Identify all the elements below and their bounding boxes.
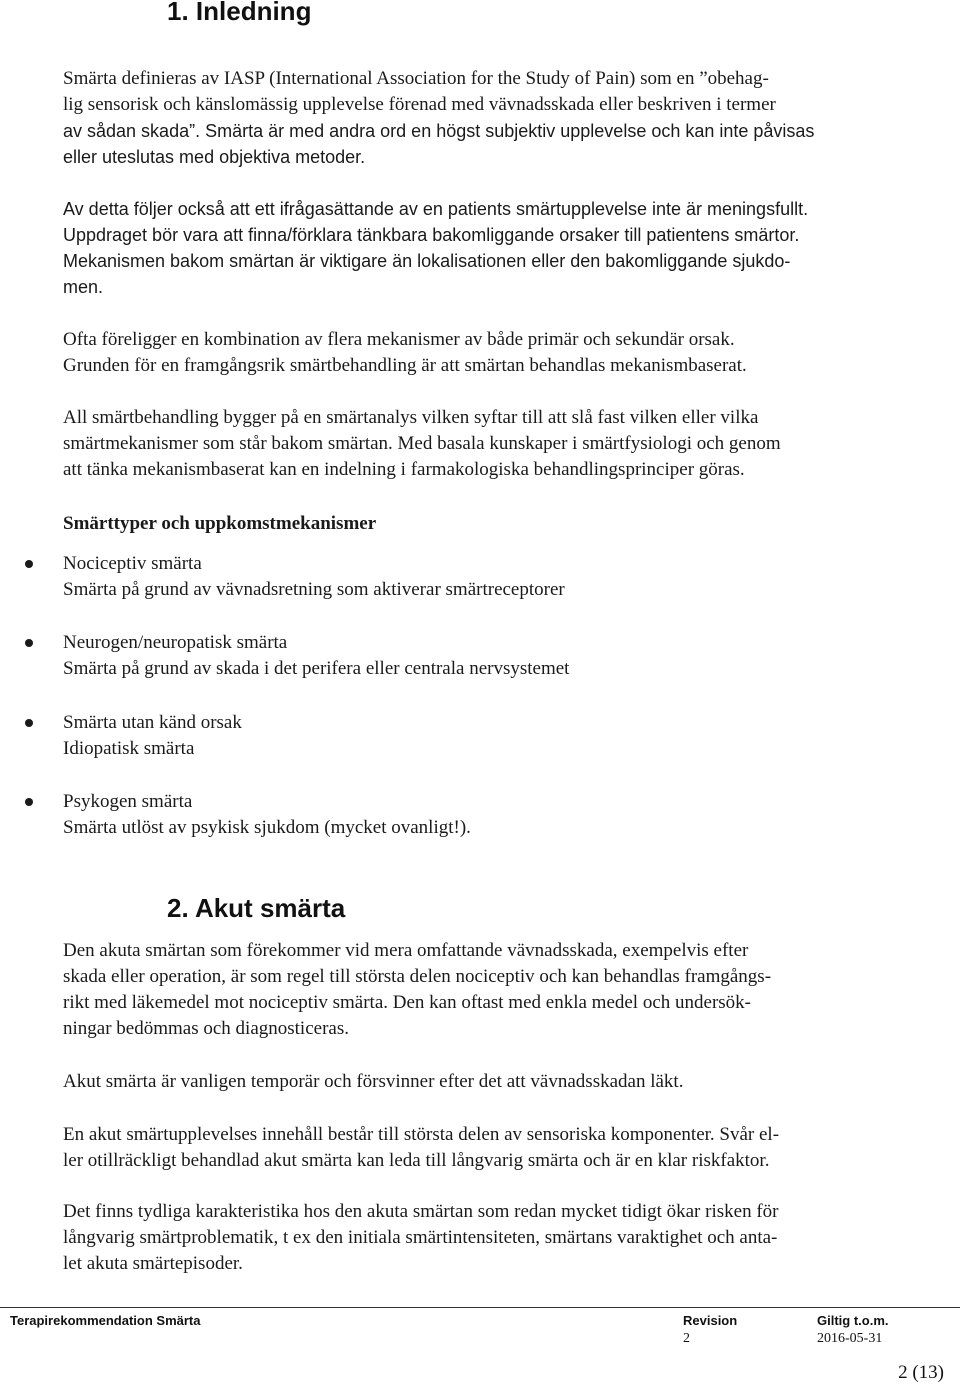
- text-line: Smärta definieras av IASP (International Association for the Study of Pain) som en ”obehag-: [63, 68, 769, 89]
- paragraph-assessment: [63, 196, 923, 300]
- section-1-heading: 1. Inledning: [167, 0, 312, 26]
- bullet-description: Idiopatisk smärta: [63, 738, 195, 759]
- text-line: att tänka mekanismbaserat kan en indelning i farmakologiska behandlingsprinciper göras.: [63, 459, 745, 480]
- footer-revision-label: Revision: [683, 1313, 738, 1328]
- text-line: Den akuta smärtan som förekommer vid mera omfattande vävnadsskada, exempelvis efter: [63, 940, 749, 961]
- footer-document-title: Terapirekommendation Smärta: [10, 1313, 201, 1328]
- text-line: smärtmekanismer som står bakom smärtan. Med basala kunskaper i smärtfysiologi och genom: [63, 433, 781, 454]
- paragraph-analysis: [63, 405, 923, 483]
- text-line: eller uteslutas med objektiva metoder.: [63, 147, 366, 167]
- text-line: Mekanismen bakom smärtan är viktigare än lokalisationen eller den bakomliggande sjukdo-: [63, 251, 791, 271]
- bullet-icon: [25, 719, 33, 727]
- page-number: 2 (13): [898, 1362, 944, 1383]
- text-line: let akuta smärtepisoder.: [63, 1253, 243, 1274]
- bullet-icon: [25, 560, 33, 568]
- footer-valid-value: 2016-05-31: [817, 1331, 883, 1346]
- bullet-title: Nociceptiv smärta: [63, 553, 202, 574]
- text-line: rikt med läkemedel mot nociceptiv smärta. Den kan oftast med enkla medel och undersök-: [63, 992, 751, 1013]
- paragraph-acute-temporary: [63, 1069, 923, 1095]
- text-line: All smärtbehandling bygger på en smärtanalys vilken syftar till att slå fast vilken eller vilka: [63, 407, 759, 428]
- text-line: av sådan skada”. Smärta är med andra ord en högst subjektiv upplevelse och kan inte påvisas: [63, 121, 815, 141]
- text-line: ler otillräckligt behandlad akut smärta kan leda till långvarig smärta och är en klar riskfaktor.: [63, 1150, 770, 1171]
- text-line: Ofta föreligger en kombination av flera mekanismer av både primär och sekundär orsak.: [63, 329, 735, 350]
- text-line: Av detta följer också att ett ifrågasättande av en patients smärtupplevelse inte är meningsfullt.: [63, 199, 809, 219]
- section-2-heading: 2. Akut smärta: [167, 893, 346, 923]
- text-line: Uppdraget bör vara att finna/förklara tänkbara bakomliggande orsaker till patientens smärtor.: [63, 225, 800, 245]
- text-line: Grunden för en framgångsrik smärtbehandling är att smärtan behandlas mekanismbaserat.: [63, 355, 747, 376]
- footer-divider: [0, 1307, 960, 1308]
- bullet-description: Smärta på grund av vävnadsretning som aktiverar smärtreceptorer: [63, 579, 565, 600]
- paragraph-acute-overview: [63, 938, 923, 1042]
- bullet-icon: [25, 798, 33, 806]
- bullet-title: Smärta utan känd orsak: [63, 712, 242, 733]
- bullet-title: Neurogen/neuropatisk smärta: [63, 632, 288, 653]
- paragraph-acute-characteristics: [63, 1199, 923, 1277]
- bullet-description: Smärta på grund av skada i det perifera eller centrala nervsystemet: [63, 658, 570, 679]
- text-line: ningar bedömmas och diagnosticeras.: [63, 1018, 349, 1039]
- footer-valid-label: Giltig t.o.m.: [817, 1313, 889, 1328]
- text-line: men.: [63, 277, 104, 297]
- bullet-icon: [25, 639, 33, 647]
- text-line: lig sensorisk och känslomässig upplevelse förenad med vävnadsskada eller beskriven i termer: [63, 94, 776, 115]
- text-line: Det finns tydliga karakteristika hos den akuta smärtan som redan mycket tidigt ökar risken för: [63, 1201, 779, 1222]
- pain-types-subheading: Smärttyper och uppkomstmekanismer: [63, 513, 377, 534]
- paragraph-acute-risk: [63, 1122, 923, 1174]
- footer-revision-value: 2: [683, 1331, 690, 1346]
- bullet-title: Psykogen smärta: [63, 791, 193, 812]
- text-line: långvarig smärtproblematik, t ex den initiala smärtintensiteten, smärtans varaktighet och anta-: [63, 1227, 778, 1248]
- paragraph-definition: [63, 66, 923, 170]
- text-line: En akut smärtupplevelses innehåll består till största delen av sensoriska komponenter. Svår el-: [63, 1124, 780, 1145]
- text-line: Akut smärta är vanligen temporär och försvinner efter det att vävnadsskadan läkt.: [63, 1071, 684, 1092]
- bullet-description: Smärta utlöst av psykisk sjukdom (mycket ovanligt!).: [63, 817, 471, 838]
- paragraph-combination: [63, 327, 923, 379]
- text-line: skada eller operation, är som regel till största delen nociceptiv och kan behandlas framgångs-: [63, 966, 772, 987]
